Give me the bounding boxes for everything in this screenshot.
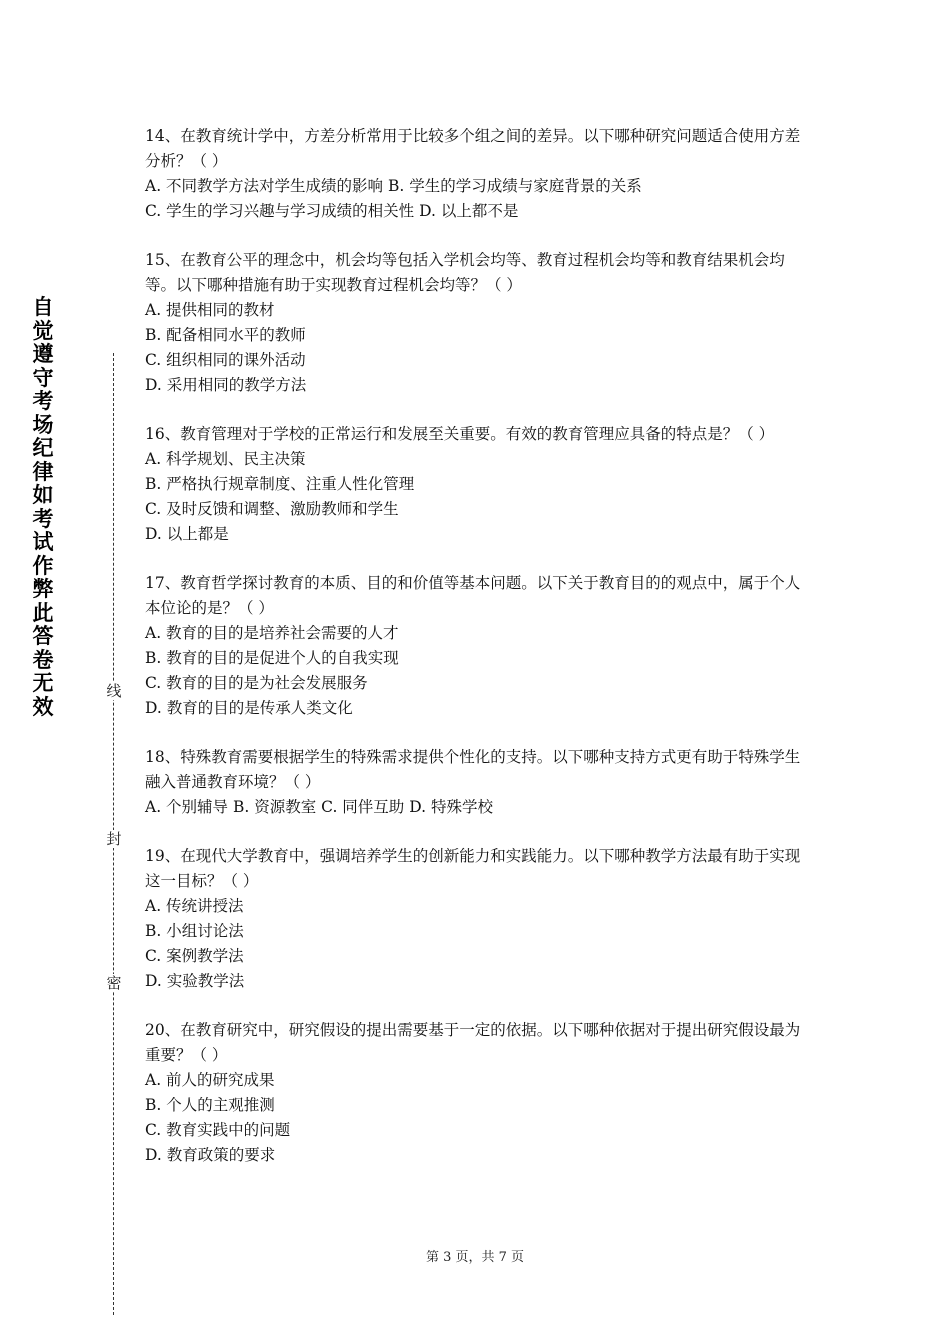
question-stem: 19、在现代大学教育中，强调培养学生的创新能力和实践能力。以下哪种教学方法最有助于实现这一目标？（ ） — [145, 847, 801, 890]
binding-mark-mi: 密 — [106, 974, 122, 992]
option-c: C. 组织相同的课外活动 — [145, 351, 306, 369]
option-a: A. 提供相同的教材 — [145, 301, 275, 319]
question-18 — [145, 745, 813, 820]
question-14 — [145, 124, 813, 224]
option-c: C. 案例教学法 — [145, 947, 244, 965]
option-d: D. 实验教学法 — [145, 972, 245, 990]
option-c: C. 教育的目的是为社会发展服务 — [145, 674, 368, 692]
option-c: C. 教育实践中的问题 — [145, 1121, 291, 1139]
binding-mark-xian: 线 — [106, 682, 122, 700]
option-d: D. 以上都是 — [145, 525, 229, 543]
question-stem: 17、教育哲学探讨教育的本质、目的和价值等基本问题。以下关于教育目的的观点中，属于个人本位论的是？（ ） — [145, 574, 801, 617]
option-d: D. 采用相同的教学方法 — [145, 376, 307, 394]
question-list — [145, 124, 813, 1192]
question-16 — [145, 422, 813, 547]
option-b: B. 严格执行规章制度、注重人性化管理 — [145, 475, 415, 493]
option-c: C. 及时反馈和调整、激励教师和学生 — [145, 500, 399, 518]
exam-discipline-notice: 自觉遵守考场纪律如考试作弊此答卷无效 — [32, 295, 54, 719]
option-d: D. 教育的目的是传承人类文化 — [145, 699, 353, 717]
option-d: D. 教育政策的要求 — [145, 1146, 276, 1164]
option-b: B. 个人的主观推测 — [145, 1096, 275, 1114]
page-number: 第 3 页，共 7 页 — [425, 1250, 525, 1265]
question-15 — [145, 248, 813, 398]
binding-mark-feng: 封 — [106, 830, 122, 848]
option-line: A. 个别辅导 B. 资源教室 C. 同伴互助 D. 特殊学校 — [145, 798, 493, 816]
option-a: A. 前人的研究成果 — [145, 1071, 275, 1089]
option-b: B. 配备相同水平的教师 — [145, 326, 306, 344]
option-line: A. 不同教学方法对学生成绩的影响 B. 学生的学习成绩与家庭背景的关系 — [145, 177, 642, 195]
question-stem: 14、在教育统计学中，方差分析常用于比较多个组之间的差异。以下哪种研究问题适合使用方差分析？（ ） — [145, 127, 801, 170]
option-b: B. 小组讨论法 — [145, 922, 244, 940]
option-a: A. 教育的目的是培养社会需要的人才 — [145, 624, 399, 642]
option-b: B. 教育的目的是促进个人的自我实现 — [145, 649, 399, 667]
question-stem: 16、教育管理对于学校的正常运行和发展至关重要。有效的教育管理应具备的特点是？（ ） — [145, 425, 775, 443]
option-a: A. 传统讲授法 — [145, 897, 244, 915]
question-17 — [145, 571, 813, 721]
question-19 — [145, 844, 813, 994]
option-line: C. 学生的学习兴趣与学习成绩的相关性 D. 以上都不是 — [145, 202, 519, 220]
question-stem: 15、在教育公平的理念中，机会均等包括入学机会均等、教育过程机会均等和教育结果机会均等。以下哪种措施有助于实现教育过程机会均等？（ ） — [145, 251, 785, 294]
option-a: A. 科学规划、民主决策 — [145, 450, 306, 468]
question-stem: 20、在教育研究中，研究假设的提出需要基于一定的依据。以下哪种依据对于提出研究假设最为重要？（ ） — [145, 1021, 801, 1064]
question-stem: 18、特殊教育需要根据学生的特殊需求提供个性化的支持。以下哪种支持方式更有助于特殊学生融入普通教育环境？（ ） — [145, 748, 801, 791]
question-20 — [145, 1018, 813, 1168]
